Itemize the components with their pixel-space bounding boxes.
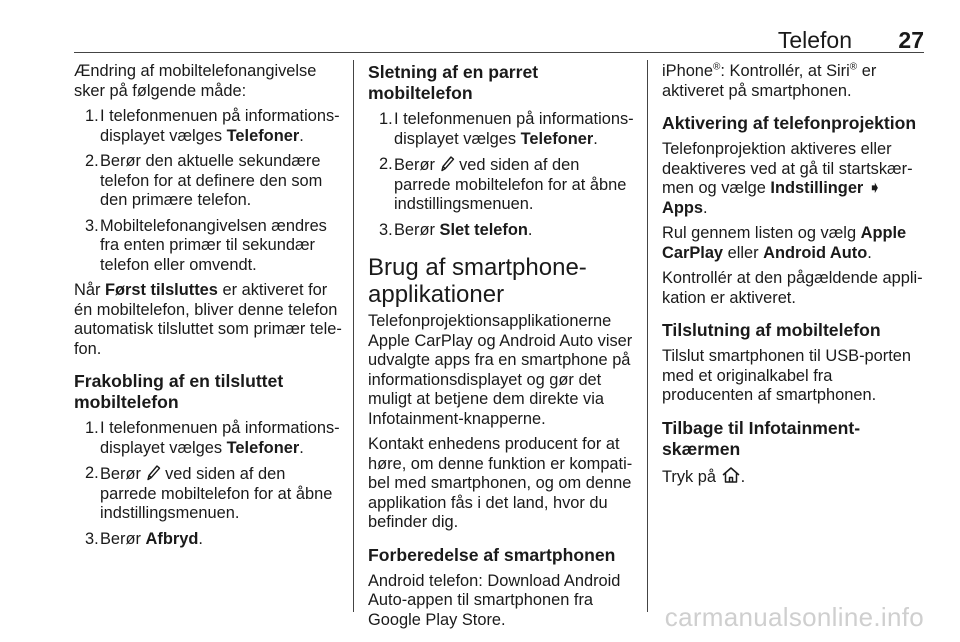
watermark: carmanualsonline.info bbox=[664, 602, 924, 632]
list-item: 2. Berør ved siden af den parrede mobiltelefon for at åbne indstillingsmenuen. bbox=[379, 155, 627, 213]
pencil-icon bbox=[440, 155, 455, 172]
header-rule bbox=[74, 52, 924, 53]
page-header bbox=[0, 0, 960, 52]
note-text: Når Først tilsluttes er aktiveret for én mobiltelefon, bliver denne telefon automatisk tilsluttet som primær telefon. bbox=[74, 281, 342, 358]
column-2 bbox=[368, 62, 638, 636]
list-item: 1. I telefonmenuen på informationsdisplayet vælges Telefoner. bbox=[85, 419, 340, 457]
body-paragraph: Kontrollér at den pågældende applikation er aktiveret. bbox=[662, 269, 923, 307]
section-heading: Tilbage til Infotainment-skærmen bbox=[662, 417, 861, 459]
column-divider bbox=[353, 60, 354, 612]
intro-text: Ændring af mobiltelefonangivelse sker på følgende måde: bbox=[74, 62, 317, 100]
column-3 bbox=[662, 62, 928, 493]
chapter-title: Telefon bbox=[777, 27, 852, 53]
disconnect-steps-list bbox=[74, 419, 346, 549]
list-item: 2. Berør ved siden af den parrede mobiltelefon for at åbne indstillingsmenuen. bbox=[85, 464, 333, 522]
body-paragraph: Rul gennem listen og vælg Apple CarPlay eller Android Auto. bbox=[662, 224, 907, 262]
column-divider bbox=[647, 60, 648, 612]
list-item: 2. Berør den aktuelle sekundære telefon for at definere den som den primære telefon. bbox=[85, 152, 323, 209]
page-number: 27 bbox=[898, 27, 924, 53]
section-heading: Tilslutning af mobiltelefon bbox=[662, 320, 881, 340]
change-steps-list bbox=[74, 107, 346, 275]
body-paragraph: Telefonprojektion aktiveres eller deaktiveres ved at gå til startskærmen og vælge Indstillinger ➧ Apps. bbox=[662, 140, 913, 217]
section-heading: Forberedelse af smartphonen bbox=[368, 544, 616, 565]
iphone-text: iPhone®: Kontrollér, at Siri® er aktiveret på smartphonen. bbox=[662, 61, 877, 100]
section-heading: Frakobling af en tilsluttet mobiltelefon bbox=[74, 371, 284, 412]
body-paragraph: Tryk på . bbox=[662, 467, 746, 486]
body-paragraph: Tilslut smartphonen til USB-porten med et originalkabel fra producenten af smartphonen. bbox=[662, 347, 911, 404]
list-item: 1. I telefonmenuen på informationsdisplayet vælges Telefoner. bbox=[85, 107, 340, 145]
body-paragraph: Android telefon: Download Android Auto-appen til smartphonen fra Google Play Store. bbox=[368, 571, 621, 629]
pencil-icon bbox=[146, 464, 161, 481]
delete-steps-list bbox=[368, 110, 638, 240]
list-item: 3. Berør Afbryd. bbox=[85, 529, 203, 548]
home-icon bbox=[721, 466, 741, 484]
column-1 bbox=[74, 62, 346, 555]
list-item: 1. I telefonmenuen på informationsdisplayet vælges Telefoner. bbox=[379, 110, 634, 148]
section-heading: Sletning af en parret mobiltelefon bbox=[368, 62, 539, 103]
section-heading: Aktivering af telefonprojektion bbox=[662, 113, 917, 133]
list-item: 3. Mobiltelefonangivelsen ændres fra enten primær til sekundær telefon eller omvendt. bbox=[85, 216, 327, 274]
body-paragraph: Telefonprojektionsapplikationerne Apple CarPlay og Android Auto viser udvalgte apps fra en smartphone på informationsdisplayet og gør det muligt at betjene dem direkte via Infotainment-knapperne. bbox=[368, 312, 633, 428]
list-item: 3. Berør Slet telefon. bbox=[379, 220, 533, 239]
body-paragraph: Kontakt enhedens producent for at høre, om denne funktion er kompatibel med smartphonen, og om denne applikation fås i det land, hvor du befinder dig. bbox=[368, 435, 633, 531]
chapter-section-title: Brug af smartphone-applikationer bbox=[368, 254, 587, 308]
arrow-icon: ➧ bbox=[867, 179, 882, 197]
